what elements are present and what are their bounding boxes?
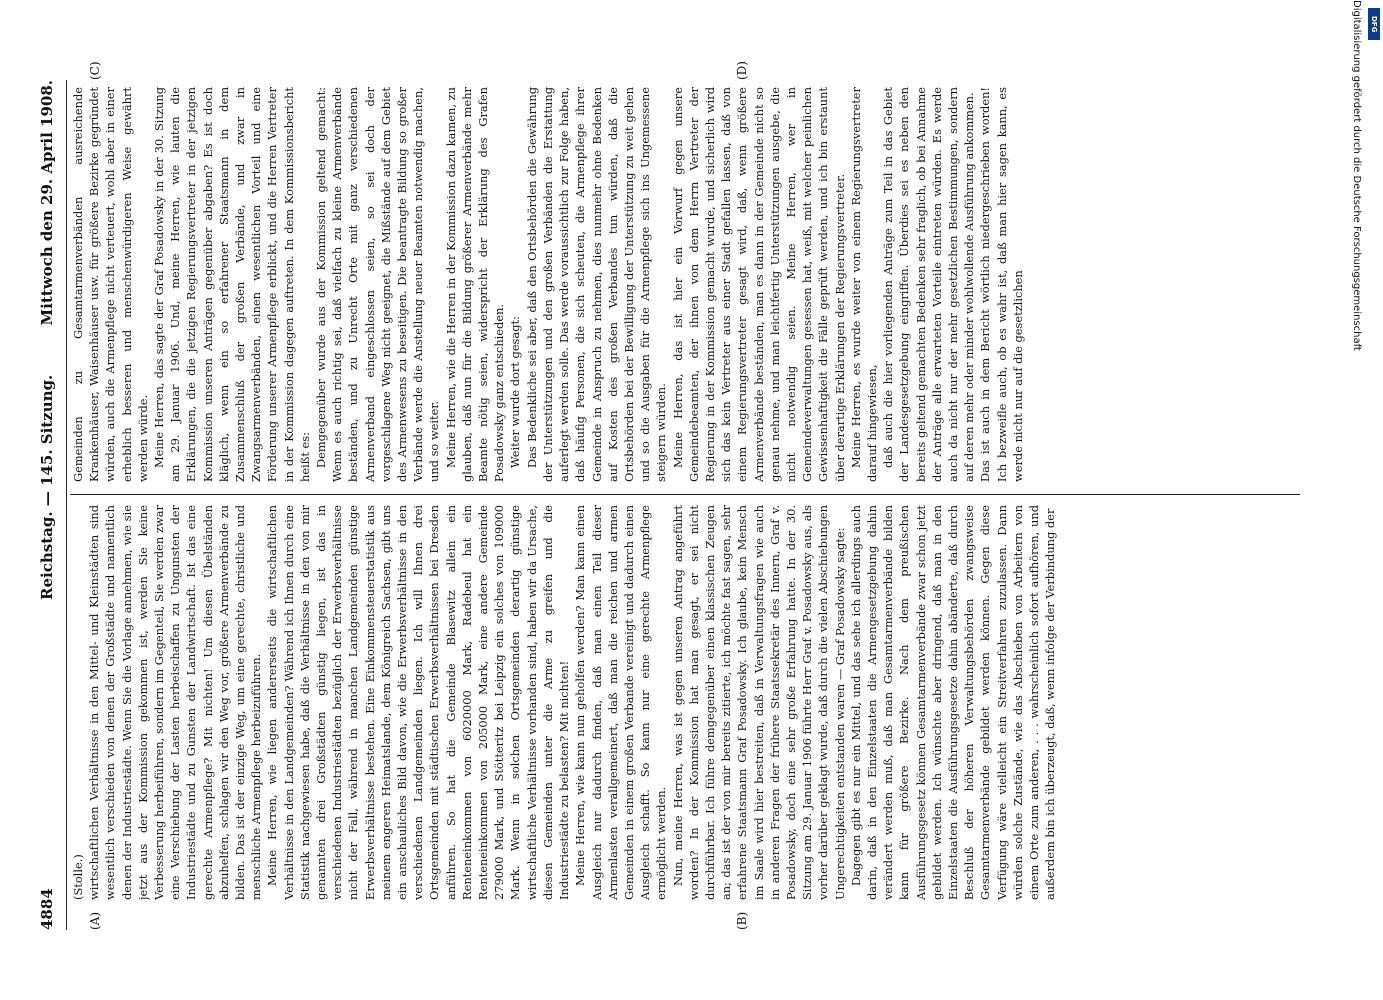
right-column (70, 87, 1300, 482)
paragraph: Meine Herren, wie kann nun geholfen werden? Man kann einen Ausgleich nur dadurch finden, daß man einen Teil dieser Armenlasten verallgemeinert, daß man die reichen und armen Gemeinden in einem großen Verbande vereinigt und dadurch einen Ausgleich schafft. So kann nur eine gerechte Armenpflege ermöglicht werden. (573, 505, 669, 900)
session-date: Mittwoch den 29. April 1908. (38, 80, 56, 326)
paragraph: Meine Herren, wie liegen andererseits die wirtschaftlichen Verhältnisse in den Landgemeinden? Während ich Ihnen durch eine Statistik nachgewiesen habe, daß die Verhältnisse in den von mir genannten drei Großstädten günstig liegen, ist das in verschiedenen Industriestädten bezüglich der Erwerbsverhältnisse nicht der Fall, während in manchen Landgemeinden günstige Erwerbsverhältnisse bestehen. Eine Einkommensteuerstatistik aus meinem engeren Heimatslande, dem Königreich Sachsen, gibt uns ein anschauliches Bild davon, wie die Erwerbsverhältnisse in den verschiedenen Landgemeinden liegen. Ich will Ihnen drei Ortsgemeinden mit städtischen Erwerbsverhältnissen bei Dresden anführen. So hat die Gemeinde Blasewitz allein ein Renteneinkommen von 6020000 Mark, Radebeul hat ein Renteneinkommen von 205000 Mark, eine andere Gemeinde 279000 Mark, und Stötteritz bei Leipzig ein solches von 109000 Mark. Wenn in solchen Ortsgemeinden derartig günstige wirtschaftliche Verhältnisse vorhanden sind, haben wir da Ursache, diesen Gemeinden unter die Arme zu greifen und die Industriestädte zu belasten? Mit nichten! (265, 505, 572, 900)
quoted-paragraph: daß auch die hier vorliegenden Anträge zum Teil in das Gebiet der Landesgesetzgebung eingriffen. Überdies sei es neben den bereits geltend gemachten Bedenken sehr fraglich, ob bei Annahme der Anträge alle erwarteten Vorteile eintreten würden. Es werde auch da nicht nur der mehr gesetzlichen Bestimmungen, sondern auf deren mehr oder minder wohlwollende Ausführung ankommen. (881, 87, 977, 482)
page-number: 4884 (38, 888, 56, 930)
column-divider (70, 494, 1300, 495)
paragraph: Nun, meine Herren, was ist gegen unseren Antrag angeführt worden? In der Kommission hat man gesagt, er sei nicht durchführbar. Ich führe demgegenüber einen klassischen Zeugen an; das ist der von mir bereits zitierte, ich möchte fast sagen, sehr erfahrene Staatsmann Graf Posadowsky. Ich glaube, kein Mensch im Saale wird hier bestreiten, daß in Verwaltungsfragen wie auch in anderen Fragen der frühere Staatssekretär des Innern, Graf v. Posadowsky, doch eine sehr große Erfahrung hatte. In der 30. Sitzung am 29. Januar 1906 führte Herr Graf v. Posadowsky aus, als vorher darüber geklagt wurde, daß durch die vielen Abschiebungen Ungerechtigkeiten entstanden waren — Graf Posadowsky sagte: (670, 505, 847, 900)
paragraph: wirtschaftlichen Verhältnisse in den Mittel- und Kleinstädten sind wesentlich verschieden von denen der Großstädte und namentlich denen der Industriestädte. Wenn Sie die Vorlage annehmen, wie sie jetzt aus der Kommission gekommen ist, werden Sie keine Verbesserung herbeiführen, sondern im Gegenteil, Sie werden zwar eine Verschiebung der Lasten herbeischaffen zu Ungunsten der Industriestädte und zu Gunsten der Landwirtschaft. Ist das eine gerechte Armenpflege? Mit nichten! Um diesen Übelständen abzuhelfen, schlagen wir den Weg vor, größere Armenverbände zu bilden. Das ist der einzige Weg, um eine gerechte, christliche und menschliche Armenpflege herbeizuführen. (87, 505, 264, 900)
paragraph: Meine Herren, es wurde weiter von einem Regierungsvertreter darauf hingewiesen, (848, 87, 879, 482)
margin-letter-a: (A) (88, 911, 102, 930)
credit-text: Digitalisierung gefördert durch die Deutsche Forschungsgemeinschaft (1351, 0, 1362, 351)
quoted-paragraph: Das Bedenkliche sei aber, daß den Ortsbehörden die Gewährung der Unterstützungen und den großen Verbänden die Erstattung auferlegt werden solle. Das werde voraussichtlich zur Folge haben, daß häufig Personen, die sich scheuten, die Armenpflege ihrer Gemeinde in Anspruch zu nehmen, dies nunmehr ohne Bedenken auf Kosten des großen Verbandes tun würden, daß die Ortsbehörden bei der Bewilligung der Unterstützung zu weit gehen und so die Ausgaben für die Armenpflege sich ins Ungemessene steigern würden. (524, 87, 669, 482)
dfg-logo: DFG (1368, 8, 1380, 40)
chamber-name: Reichstag. (38, 511, 56, 600)
quoted-paragraph: Gemeinden zu Gesamtarmenverbänden ausreichende Krankenhäuser, Waisenhäuser usw. für größere Bezirke gegründet würden, auch die Armenpflege nicht verteuert, wohl aber in einer erheblich besseren und menschenwürdigeren Weise gewährt werden würde. (71, 87, 150, 482)
session-number: — 145. Sitzung. (38, 374, 56, 507)
paragraph: Meine Herren, das sagte der Graf Posadowsky in der 30. Sitzung am 29. Januar 1906. Und, meine Herren, wie lauten die Erklärungen, die die jetzigen Regierungsvertreter in der jetzigen Kommission unseren Anträgen gegenüber abgaben? Es ist doch kläglich, wenn ein so erfahrener Staatsmann in dem Zusammenschluß der großen Verbände, und zwar in Zwangsarmenverbänden, einen wesentlichen Vorteil und eine Förderung unserer Armenpflege erblickt, und die Herren Vertreter in der Kommission dagegen auftreten. In dem Kommissionsbericht heißt es: (152, 87, 312, 482)
quoted-paragraph: Demgegenüber wurde aus der Kommission geltend gemacht: Wenn es auch richtig sei, daß vielfach zu kleine Armenverbände beständen, und zu Unrecht Orte mit ganz verschiedenen Armenverband eingeschlossen seien, so sei doch der vorgeschlagene Weg nicht geeignet, die Mißstände auf dem Gebiet des Armenwesens zu beseitigen. Die beantragte Bildung so großer Verbände werde die Anstellung neuer Beamten notwendig machen, und so weiter. (314, 87, 442, 482)
speaker-tag: (Stolle.) (71, 854, 85, 900)
margin-letter-d: (D) (735, 61, 749, 80)
quoted-paragraph: Dagegen gibt es nur ein Mittel, und das sehe ich allerdings auch darin, daß in den Einzelstaaten die Armengesetzgebung dahin verändert werden muß, daß man Gesamtarmenverbände bilden kann für größere Bezirke. Nach dem preußischen Ausführungsgesetz können Gesamtarmenverbände zwar schon jetzt gebildet werden. Ich wünschte aber dringend, daß man in den Einzelstaaten die Ausführungsgesetze dahin abänderte, daß durch Beschluß der höheren Verwaltungsbehörden zwangsweise Gesamtarmenverbände gebildet werden können. Gegen diese Verfügung wäre vielleicht ein Streitverfahren zuzulassen. Dann würden solche Zustände, wie das Abschieben von Arbeitern von einem Orte zum anderen, . . . wahrscheinlich sofort aufhören, und außerdem bin ich überzeugt, daß, wenn infolge der Verbindung der (848, 505, 1058, 900)
left-column (70, 505, 1300, 900)
paragraph: Meine Herren, wie die Herren in der Kommission dazu kamen, zu glauben, daß nun für die Bildung größerer Armenverbände mehr Beamte nötig seien, widerspricht der Erklärung des Grafen Posadowsky ganz entschieden. (443, 87, 507, 482)
chamber-session (38, 375, 56, 600)
digitization-credit (1338, 0, 1362, 1000)
header-rule (66, 80, 67, 930)
paragraph: Weiter wurde dort gesagt: (508, 316, 523, 468)
margin-letter-c: (C) (88, 61, 102, 80)
running-head (38, 80, 68, 930)
paragraph: Das ist auch in dem Bericht wörtlich niedergeschrieben worden! Ich bezweifle auch, ob es wahr ist, daß man hier sagen kann, es werde nicht nur auf die gesetzlichen (978, 87, 1025, 482)
paragraph: Meine Herren, das ist hier ein Vorwurf gegen unsere Gemeindebeamten, der ihnen von dem Herrn Vertreter der Regierung in der Kommission gemacht wurde, und sicherlich wird sich das kein Vertreter aus einer Stadt gefallen lassen, daß von einem Regierungsvertreter gesagt wird, daß, wenn größere Armenverbände beständen, man es dann in der Gemeinde nicht so genau nehme, und man leichtfertig Unterstützungen ausgebe, die nicht notwendig seien. Meine Herren, wer in Gemeindeverwaltungen gesessen hat, weiß, mit welcher peinlichen Gewissenhaftigkeit die Fälle geprüft werden, und ich bin erstaunt über derartige Erklärungen der Regierungsvertreter. (670, 87, 847, 482)
margin-letter-b: (B) (735, 911, 749, 930)
